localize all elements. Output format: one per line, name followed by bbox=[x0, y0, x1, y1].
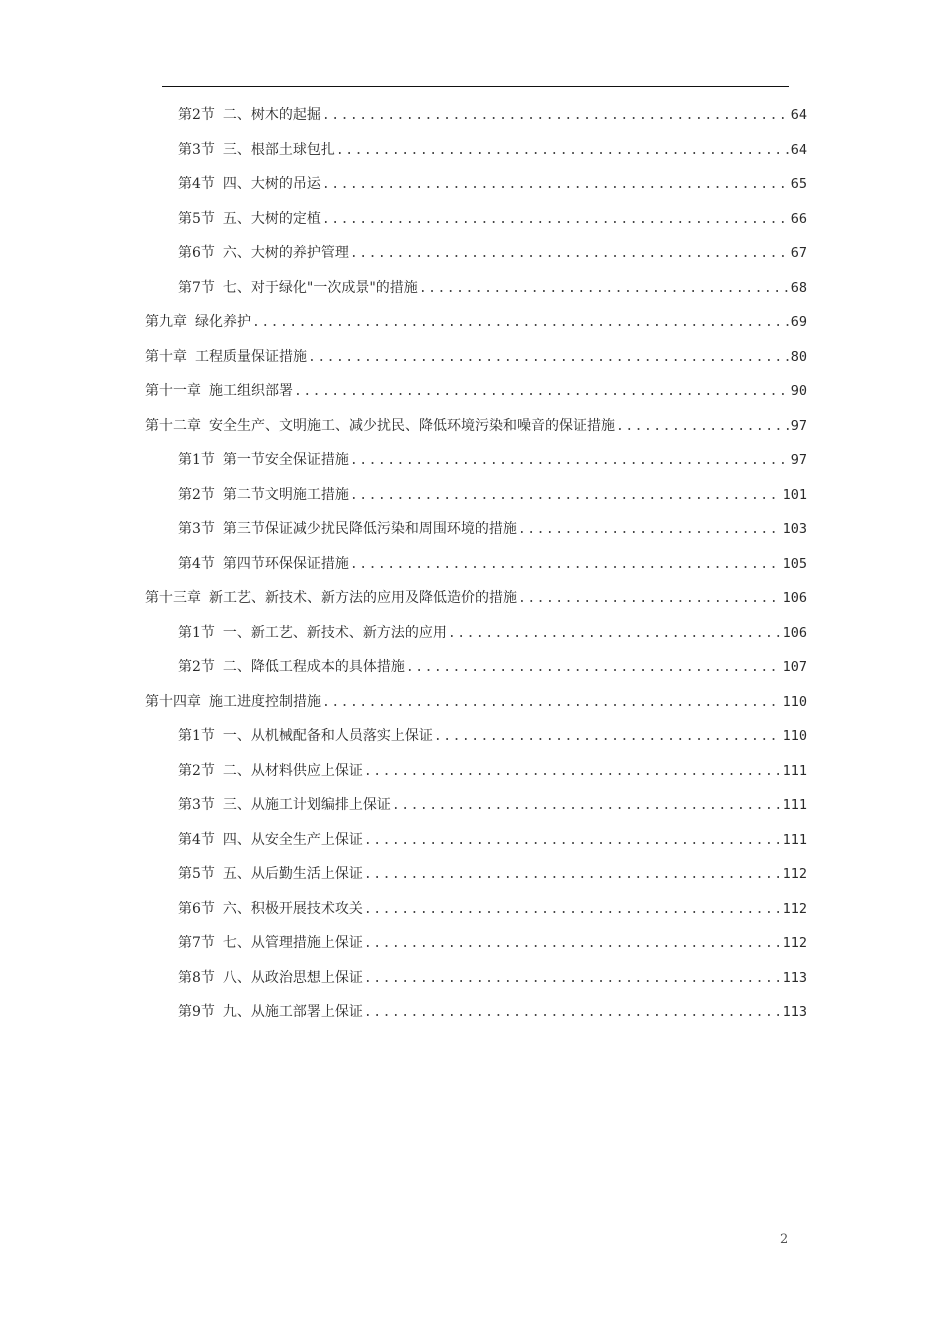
toc-entry-title: 七、对于绿化"一次成景"的措施 bbox=[222, 279, 418, 296]
toc-entry-title: 第三节保证减少扰民降低污染和周围环境的措施 bbox=[222, 521, 517, 537]
toc-entry[interactable] bbox=[145, 892, 807, 927]
toc-entry-title: 五、从后勤生活上保证 bbox=[222, 866, 363, 882]
toc-entry-title: 四、大树的吊运 bbox=[222, 176, 321, 192]
toc-entry-page: 111 bbox=[782, 762, 807, 779]
toc-entry-page: 113 bbox=[782, 969, 807, 986]
toc-entry-title: 三、从施工计划编排上保证 bbox=[222, 797, 391, 813]
toc-entry-page: 105 bbox=[782, 555, 807, 572]
toc-entry-page: 111 bbox=[782, 797, 807, 813]
toc-entry-title: 五、大树的定植 bbox=[222, 210, 321, 227]
toc-entry-page: 111 bbox=[782, 831, 807, 848]
dot-leader bbox=[350, 548, 782, 583]
toc-entry[interactable] bbox=[145, 616, 807, 651]
toc-entry[interactable] bbox=[145, 443, 807, 478]
dot-leader bbox=[322, 686, 782, 721]
toc-entry-page: 106 bbox=[782, 624, 807, 641]
toc-entry-number: 第十一章 bbox=[145, 383, 201, 399]
dot-leader bbox=[616, 410, 790, 445]
toc-entry-page: 103 bbox=[782, 521, 807, 537]
toc-entry-number: 第6节 bbox=[178, 900, 215, 917]
toc-entry-number: 第3节 bbox=[178, 797, 215, 813]
toc-entry-page: 64 bbox=[790, 141, 807, 158]
toc-entry[interactable] bbox=[145, 650, 807, 685]
toc-entry[interactable] bbox=[145, 478, 807, 513]
dot-leader bbox=[364, 996, 782, 1031]
toc-entry-number: 第九章 bbox=[145, 314, 187, 330]
toc-entry[interactable] bbox=[145, 754, 807, 789]
toc-entry-number: 第9节 bbox=[178, 1004, 215, 1020]
toc-entry-page: 106 bbox=[782, 590, 807, 606]
toc-entry-number: 第2节 bbox=[178, 486, 215, 503]
dot-leader bbox=[364, 927, 782, 962]
toc-entry-page: 90 bbox=[790, 383, 807, 399]
dot-leader bbox=[336, 134, 790, 169]
toc-entry-number: 第8节 bbox=[178, 969, 215, 986]
toc-entry[interactable] bbox=[145, 685, 807, 720]
toc-entry-number: 第7节 bbox=[178, 935, 215, 951]
dot-leader bbox=[350, 237, 790, 272]
toc-entry-page: 97 bbox=[790, 452, 807, 468]
toc-entry-number: 第3节 bbox=[178, 141, 215, 158]
toc-entry-title: 第一节安全保证措施 bbox=[222, 452, 349, 468]
dot-leader bbox=[364, 962, 782, 997]
toc-entry-number: 第1节 bbox=[178, 452, 215, 468]
toc-entry[interactable] bbox=[145, 305, 807, 340]
dot-leader bbox=[294, 375, 790, 410]
toc-entry-title: 三、根部土球包扎 bbox=[222, 141, 335, 158]
dot-leader bbox=[322, 203, 790, 238]
dot-leader bbox=[434, 720, 782, 755]
toc-entry-number: 第1节 bbox=[178, 728, 215, 744]
toc-entry[interactable] bbox=[145, 133, 807, 168]
dot-leader bbox=[252, 306, 790, 341]
toc-entry[interactable] bbox=[145, 271, 807, 306]
table-of-contents bbox=[145, 98, 807, 1030]
toc-entry-page: 68 bbox=[790, 279, 807, 296]
toc-entry[interactable] bbox=[145, 823, 807, 858]
toc-entry-title: 安全生产、文明施工、减少扰民、降低环境污染和噪音的保证措施 bbox=[209, 417, 615, 434]
toc-entry-number: 第4节 bbox=[178, 831, 215, 848]
toc-entry-number: 第2节 bbox=[178, 762, 215, 779]
toc-entry[interactable] bbox=[145, 788, 807, 823]
toc-entry[interactable] bbox=[145, 926, 807, 961]
dot-leader bbox=[350, 444, 790, 479]
toc-entry-title: 九、从施工部署上保证 bbox=[222, 1004, 363, 1020]
dot-leader bbox=[448, 617, 782, 652]
dot-leader bbox=[419, 272, 790, 307]
toc-entry-page: 67 bbox=[790, 245, 807, 261]
toc-entry-number: 第十章 bbox=[145, 348, 187, 365]
toc-entry-title: 六、大树的养护管理 bbox=[222, 245, 349, 261]
toc-entry-page: 110 bbox=[782, 693, 807, 710]
toc-entry-title: 施工进度控制措施 bbox=[209, 693, 321, 710]
toc-entry[interactable] bbox=[145, 547, 807, 582]
toc-entry-title: 施工组织部署 bbox=[209, 383, 293, 399]
toc-entry-page: 101 bbox=[782, 486, 807, 503]
dot-leader bbox=[364, 893, 782, 928]
toc-entry-title: 二、降低工程成本的具体措施 bbox=[222, 659, 405, 675]
toc-entry-number: 第2节 bbox=[178, 107, 215, 123]
toc-entry-page: 64 bbox=[790, 107, 807, 123]
toc-entry[interactable] bbox=[145, 167, 807, 202]
toc-entry-page: 66 bbox=[790, 210, 807, 227]
toc-entry-title: 八、从政治思想上保证 bbox=[222, 969, 363, 986]
toc-entry[interactable] bbox=[145, 236, 807, 271]
toc-entry-number: 第7节 bbox=[178, 279, 215, 296]
toc-entry-page: 65 bbox=[790, 176, 807, 192]
toc-entry[interactable] bbox=[145, 961, 807, 996]
toc-entry-number: 第十四章 bbox=[145, 693, 201, 710]
toc-entry-number: 第4节 bbox=[178, 555, 215, 572]
toc-entry[interactable] bbox=[145, 995, 807, 1030]
toc-entry[interactable] bbox=[145, 409, 807, 444]
toc-entry-title: 第四节环保保证措施 bbox=[222, 555, 349, 572]
toc-entry[interactable] bbox=[145, 857, 807, 892]
toc-entry-number: 第1节 bbox=[178, 624, 215, 641]
dot-leader bbox=[308, 341, 790, 376]
toc-entry-title: 七、从管理措施上保证 bbox=[222, 935, 363, 951]
toc-entry-number: 第2节 bbox=[178, 659, 215, 675]
toc-entry[interactable] bbox=[145, 340, 807, 375]
toc-entry-title: 二、从材料供应上保证 bbox=[222, 762, 363, 779]
toc-entry-title: 工程质量保证措施 bbox=[195, 348, 307, 365]
dot-leader bbox=[518, 582, 782, 617]
toc-entry-title: 新工艺、新技术、新方法的应用及降低造价的措施 bbox=[209, 590, 517, 606]
toc-entry-title: 一、新工艺、新技术、新方法的应用 bbox=[222, 624, 447, 641]
toc-entry-page: 97 bbox=[790, 417, 807, 434]
toc-entry-title: 四、从安全生产上保证 bbox=[222, 831, 363, 848]
header-rule bbox=[162, 86, 789, 87]
toc-entry-title: 绿化养护 bbox=[195, 314, 251, 330]
toc-entry[interactable] bbox=[145, 581, 807, 616]
toc-entry-page: 110 bbox=[782, 728, 807, 744]
toc-entry-number: 第4节 bbox=[178, 176, 215, 192]
toc-entry-title: 第二节文明施工措施 bbox=[222, 486, 349, 503]
dot-leader bbox=[364, 755, 782, 790]
dot-leader bbox=[322, 168, 790, 203]
dot-leader bbox=[364, 824, 782, 859]
toc-entry-page: 112 bbox=[782, 935, 807, 951]
toc-entry-title: 一、从机械配备和人员落实上保证 bbox=[222, 728, 433, 744]
page-number: 2 bbox=[780, 1232, 789, 1247]
toc-entry-title: 二、树木的起掘 bbox=[222, 107, 321, 123]
toc-entry[interactable] bbox=[145, 374, 807, 409]
toc-entry-number: 第5节 bbox=[178, 866, 215, 882]
toc-entry-page: 112 bbox=[782, 866, 807, 882]
toc-entry[interactable] bbox=[145, 512, 807, 547]
dot-leader bbox=[392, 789, 782, 824]
toc-entry-page: 107 bbox=[782, 659, 807, 675]
toc-entry-page: 113 bbox=[782, 1004, 807, 1020]
toc-entry-page: 80 bbox=[790, 348, 807, 365]
toc-entry-number: 第5节 bbox=[178, 210, 215, 227]
dot-leader bbox=[322, 99, 790, 134]
dot-leader bbox=[350, 479, 782, 514]
toc-entry-number: 第十二章 bbox=[145, 417, 201, 434]
dot-leader bbox=[406, 651, 782, 686]
dot-leader bbox=[364, 858, 782, 893]
toc-entry-number: 第3节 bbox=[178, 521, 215, 537]
toc-entry-page: 69 bbox=[790, 314, 807, 330]
toc-entry-number: 第十三章 bbox=[145, 590, 201, 606]
toc-entry[interactable] bbox=[145, 98, 807, 133]
toc-entry[interactable] bbox=[145, 719, 807, 754]
toc-entry[interactable] bbox=[145, 202, 807, 237]
toc-entry-title: 六、积极开展技术攻关 bbox=[222, 900, 363, 917]
toc-entry-page: 112 bbox=[782, 900, 807, 917]
dot-leader bbox=[518, 513, 782, 548]
toc-entry-number: 第6节 bbox=[178, 245, 215, 261]
